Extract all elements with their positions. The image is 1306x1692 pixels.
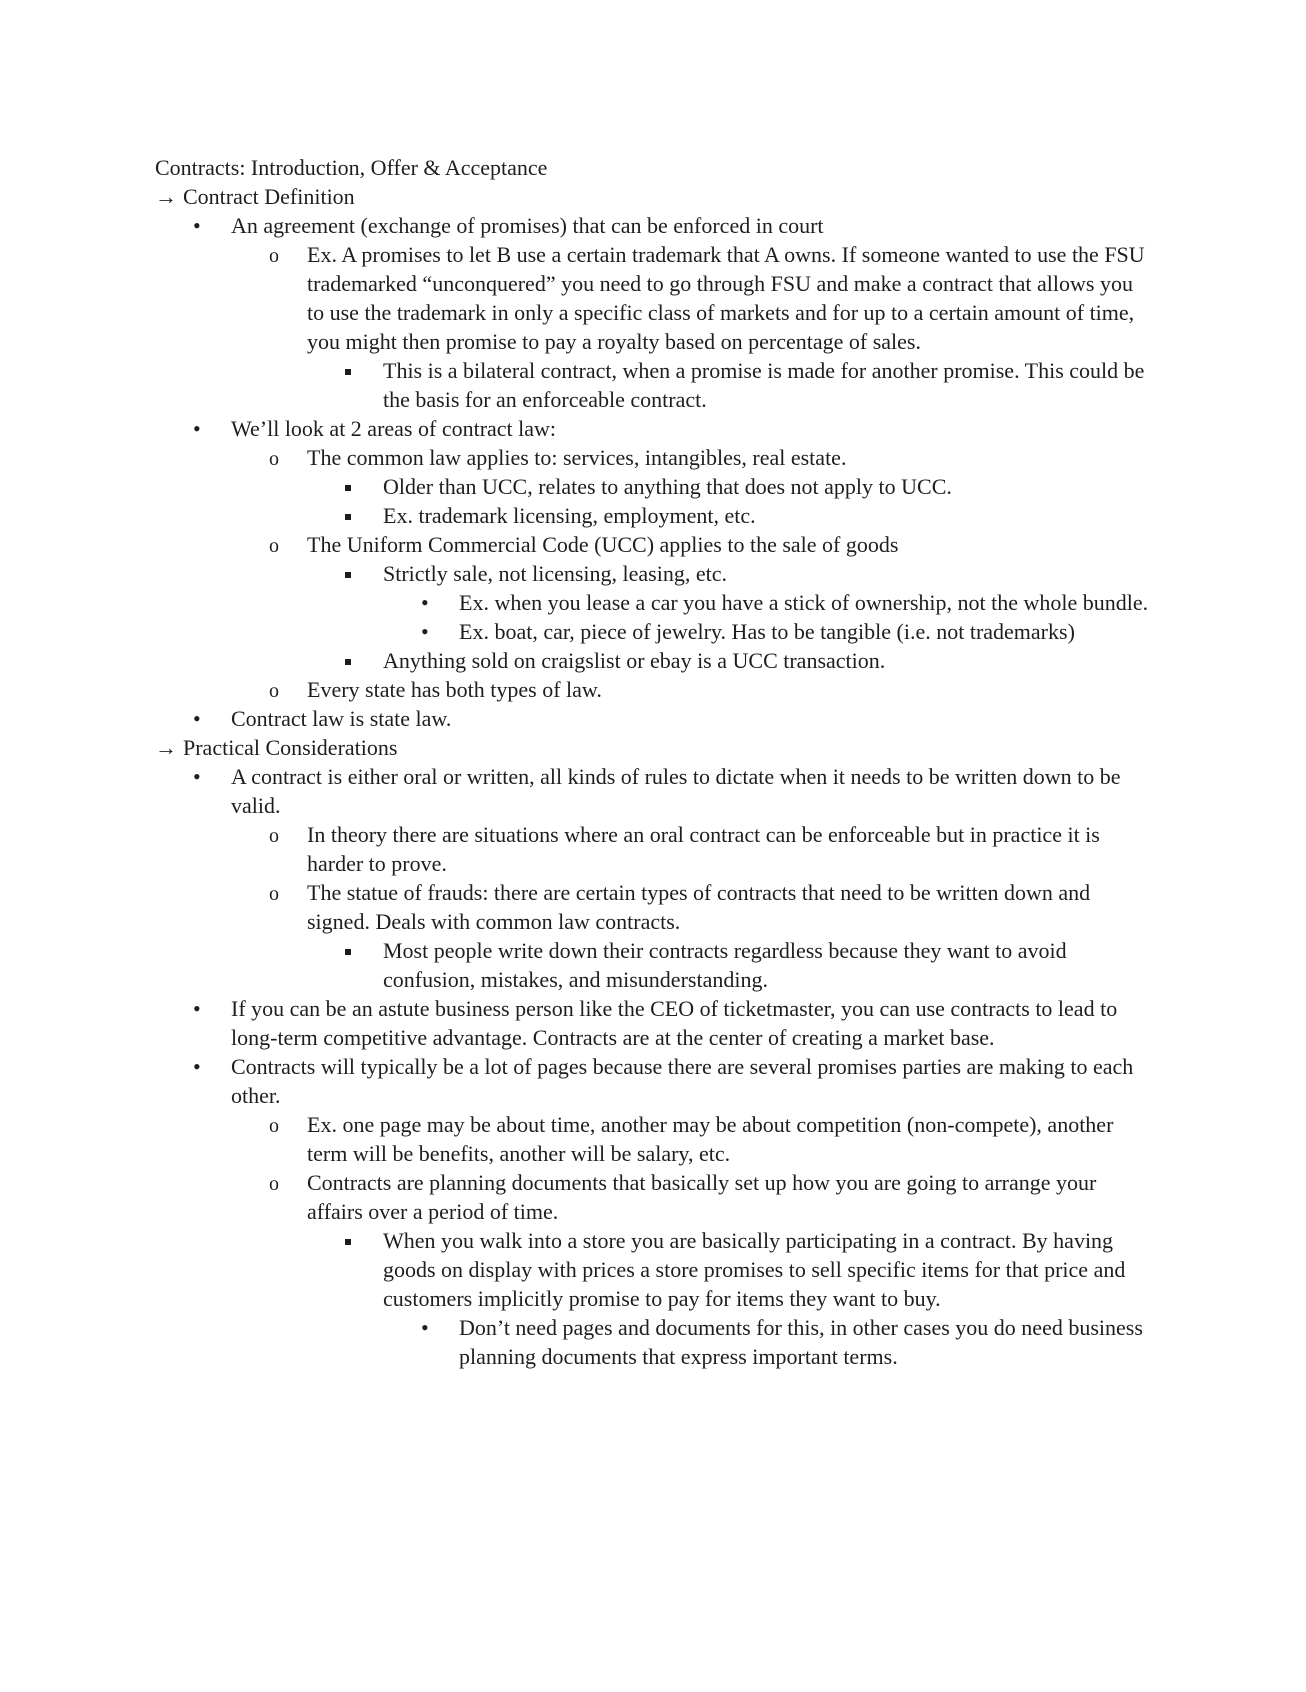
square-bullet-icon (345, 646, 351, 675)
circle-bullet-icon (269, 675, 279, 706)
list-item-text: The Uniform Commercial Code (UCC) applies to the sale of goods (307, 532, 899, 557)
square-bullet-icon (345, 472, 351, 501)
list-item-text: Contract law is state law. (231, 706, 452, 731)
list-item-text: Ex. A promises to let B use a certain trademark that A owns. If someone wanted to use the FSU trademarked “unconquered” you need to go through FSU and make a contract that allows you to use the trademark in only a specific class of markets and for up to a certain amount of time, you might then promise to pay a royalty based on percentage of sales. (307, 242, 1145, 354)
square-bullet-icon (345, 356, 351, 385)
list-item (155, 414, 1155, 443)
list-item (155, 530, 1155, 559)
bullet-bullet-icon (421, 588, 429, 617)
bullet-bullet-icon (193, 704, 201, 733)
circle-bullet-icon (269, 240, 279, 271)
square-bullet-icon (345, 559, 351, 588)
list-item (155, 472, 1155, 501)
circle-bullet-icon (269, 820, 279, 851)
list-item (155, 1110, 1155, 1168)
bullet-bullet-icon (193, 762, 201, 791)
list-item-text: Contracts are planning documents that basically set up how you are going to arrange your affairs over a period of time. (307, 1170, 1097, 1224)
list-item (155, 1313, 1155, 1371)
bullet-bullet-icon (421, 617, 429, 646)
list-item (155, 1052, 1155, 1110)
section-heading (155, 733, 1155, 762)
list-item-text: Ex. one page may be about time, another may be about competition (non-compete), another term will be benefits, another will be salary, etc. (307, 1112, 1114, 1166)
square-bullet-icon (345, 1226, 351, 1255)
bullet-bullet-icon (421, 1313, 429, 1342)
list-item-text: Older than UCC, relates to anything that does not apply to UCC. (383, 474, 952, 499)
list-item-text: The statue of frauds: there are certain types of contracts that need to be written down and signed. Deals with common law contracts. (307, 880, 1091, 934)
list-item-text: An agreement (exchange of promises) that can be enforced in court (231, 213, 824, 238)
list-item-text: If you can be an astute business person like the CEO of ticketmaster, you can use contracts to lead to long-term competitive advantage. Contracts are at the center of creating a market base. (231, 996, 1118, 1050)
list-item (155, 936, 1155, 994)
list-item (155, 559, 1155, 588)
list-item-text: Anything sold on craigslist or ebay is a UCC transaction. (383, 648, 886, 673)
list-item (155, 1226, 1155, 1313)
square-bullet-icon (345, 936, 351, 965)
outline-list (155, 182, 1155, 1371)
list-item (155, 617, 1155, 646)
circle-bullet-icon (269, 1168, 279, 1199)
circle-bullet-icon (269, 443, 279, 474)
list-item (155, 820, 1155, 878)
bullet-bullet-icon (193, 414, 201, 443)
list-item-text: A contract is either oral or written, all kinds of rules to dictate when it needs to be written down to be valid. (231, 764, 1121, 818)
list-item-text: Practical Considerations (183, 735, 398, 760)
bullet-bullet-icon (193, 994, 201, 1023)
document-title: Contracts: Introduction, Offer & Acceptance (155, 155, 548, 180)
list-item-text: Every state has both types of law. (307, 677, 602, 702)
list-item-text: Don’t need pages and documents for this, in other cases you do need business planning documents that express important terms. (459, 1315, 1143, 1369)
arrow-right-icon: → (155, 735, 177, 760)
circle-bullet-icon (269, 878, 279, 909)
list-item-text: Contract Definition (183, 184, 355, 209)
list-item-text: The common law applies to: services, intangibles, real estate. (307, 445, 847, 470)
list-item (155, 1168, 1155, 1226)
list-item-text: This is a bilateral contract, when a promise is made for another promise. This could be the basis for an enforceable contract. (383, 358, 1145, 412)
list-item (155, 588, 1155, 617)
list-item-text: Most people write down their contracts regardless because they want to avoid confusion, mistakes, and misunderstanding. (383, 938, 1067, 992)
list-item-text: Contracts will typically be a lot of pages because there are several promises parties are making to each other. (231, 1054, 1134, 1108)
square-bullet-icon (345, 501, 351, 530)
bullet-bullet-icon (193, 211, 201, 240)
list-item (155, 704, 1155, 733)
list-item (155, 356, 1155, 414)
circle-bullet-icon (269, 530, 279, 561)
list-item (155, 211, 1155, 240)
list-item-text: We’ll look at 2 areas of contract law: (231, 416, 557, 441)
list-item (155, 240, 1155, 356)
list-item-text: Strictly sale, not licensing, leasing, etc. (383, 561, 727, 586)
section-heading (155, 182, 1155, 211)
list-item-text: Ex. when you lease a car you have a stick of ownership, not the whole bundle. (459, 590, 1149, 615)
document-body (155, 153, 1155, 1371)
bullet-bullet-icon (193, 1052, 201, 1081)
list-item-text: In theory there are situations where an oral contract can be enforceable but in practice it is harder to prove. (307, 822, 1100, 876)
list-item-text: Ex. boat, car, piece of jewelry. Has to be tangible (i.e. not trademarks) (459, 619, 1075, 644)
list-item (155, 994, 1155, 1052)
list-item (155, 878, 1155, 936)
list-item-text: When you walk into a store you are basically participating in a contract. By having goods on display with prices a store promises to sell specific items for that price and customers implicitly promise to pay for items they want to buy. (383, 1228, 1126, 1311)
list-item (155, 762, 1155, 820)
list-item (155, 501, 1155, 530)
list-item (155, 443, 1155, 472)
list-item-text: Ex. trademark licensing, employment, etc. (383, 503, 756, 528)
arrow-right-icon: → (155, 184, 177, 209)
list-item (155, 675, 1155, 704)
list-item (155, 646, 1155, 675)
circle-bullet-icon (269, 1110, 279, 1141)
